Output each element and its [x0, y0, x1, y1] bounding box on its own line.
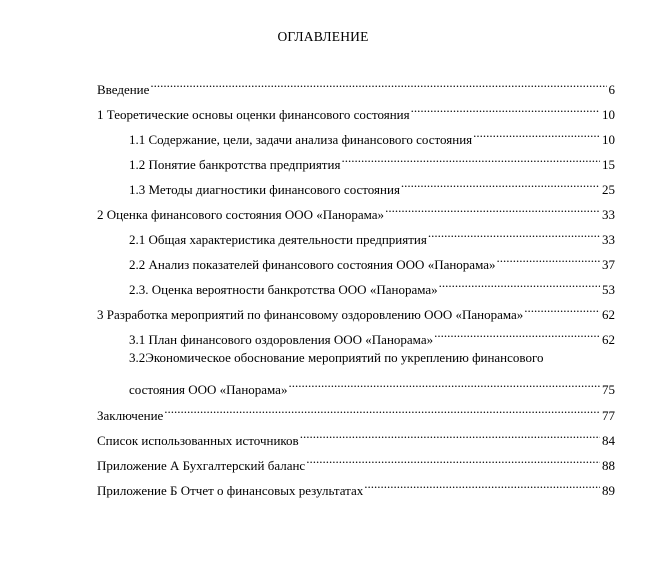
dot-leader	[341, 147, 600, 169]
toc-entry-section-3-2-line-1[interactable]	[129, 347, 615, 369]
toc-page-number: 10	[602, 132, 615, 147]
toc-page-number: 84	[602, 433, 615, 448]
toc-entry-conclusion[interactable]	[97, 398, 615, 423]
toc-entry-label: 1.3 Методы диагностики финансового состояния	[129, 182, 400, 197]
toc-entry-label: 1.2 Понятие банкротства предприятия	[129, 157, 341, 172]
dot-leader	[401, 172, 600, 194]
toc-page-number: 10	[602, 107, 615, 122]
toc-page-number: 88	[602, 458, 615, 473]
toc-entry-label: Список использованных источников	[97, 433, 299, 448]
toc-entry-chapter-3[interactable]	[97, 297, 615, 322]
toc-entry-introduction[interactable]	[97, 72, 615, 97]
dot-leader	[300, 423, 600, 445]
dot-leader	[150, 72, 606, 94]
toc-page-number: 25	[602, 182, 615, 197]
dot-leader	[288, 372, 600, 394]
toc-title: ОГЛАВЛЕНИЕ	[277, 29, 369, 44]
toc-entry-references[interactable]	[97, 423, 615, 448]
toc-page-number: 62	[602, 307, 615, 322]
toc-page-number: 33	[602, 207, 615, 222]
toc-entry-section-1-3[interactable]	[129, 172, 615, 197]
toc-entry-section-3-2-line-2[interactable]	[129, 372, 615, 397]
toc-page-number: 6	[608, 82, 615, 97]
toc-entry-label: 2.3. Оценка вероятности банкротства ООО «Панорама»	[129, 282, 438, 297]
dot-leader	[385, 197, 600, 219]
toc-page-number: 77	[602, 408, 615, 423]
toc-entry-appendix-a[interactable]	[97, 448, 615, 473]
toc-entry-section-3-1[interactable]	[129, 322, 615, 347]
dot-leader	[411, 97, 600, 119]
toc-page-number: 53	[602, 282, 615, 297]
toc-entry-label: 2 Оценка финансового состояния ООО «Панорама»	[97, 207, 385, 222]
toc-entry-section-1-2[interactable]	[129, 147, 615, 172]
dot-leader	[524, 297, 600, 319]
toc-page-number: 89	[602, 483, 615, 498]
toc-page-number: 75	[602, 382, 615, 397]
toc-entry-label: Введение	[97, 82, 150, 97]
dot-leader	[497, 247, 601, 269]
toc-entry-label: 3 Разработка мероприятий по финансовому оздоровлению ООО «Панорама»	[97, 307, 524, 322]
toc-entry-section-2-1[interactable]	[129, 222, 615, 247]
toc-entry-label: 3.2Экономическое обоснование мероприятий по укреплению финансового	[129, 350, 544, 365]
toc-entry-label: 2.1 Общая характеристика деятельности предприятия	[129, 232, 427, 247]
toc-entry-section-2-3[interactable]	[129, 272, 615, 297]
toc-entry-chapter-1[interactable]	[97, 97, 615, 122]
toc-page-number: 37	[602, 257, 615, 272]
toc-page-number: 62	[602, 332, 615, 347]
dot-leader	[164, 398, 600, 420]
toc-entry-label: 1.1 Содержание, цели, задачи анализа финансового состояния	[129, 132, 473, 147]
dot-leader	[439, 272, 600, 294]
toc-entry-section-2-2[interactable]	[129, 247, 615, 272]
toc-entry-label: Приложение А Бухгалтерский баланс	[97, 458, 306, 473]
toc-entry-label: состояния ООО «Панорама»	[129, 382, 288, 397]
dot-leader	[428, 222, 600, 244]
toc-entry-section-1-1[interactable]	[129, 122, 615, 147]
toc-entry-label: 2.2 Анализ показателей финансового состояния ООО «Панорама»	[129, 257, 496, 272]
toc-entry-label: 3.1 План финансового оздоровления ООО «Панорама»	[129, 332, 434, 347]
dot-leader	[306, 448, 600, 470]
toc-entry-appendix-b[interactable]	[97, 473, 615, 498]
dot-leader	[364, 473, 600, 495]
toc-entry-label: Заключение	[97, 408, 164, 423]
dot-leader	[434, 322, 600, 344]
toc-page-number: 33	[602, 232, 615, 247]
toc-entry-chapter-2[interactable]	[97, 197, 615, 222]
dot-leader	[473, 122, 600, 144]
toc-page-number: 15	[602, 157, 615, 172]
toc-entry-label: 1 Теоретические основы оценки финансового состояния	[97, 107, 410, 122]
toc-entry-label: Приложение Б Отчет о финансовых результатах	[97, 483, 364, 498]
